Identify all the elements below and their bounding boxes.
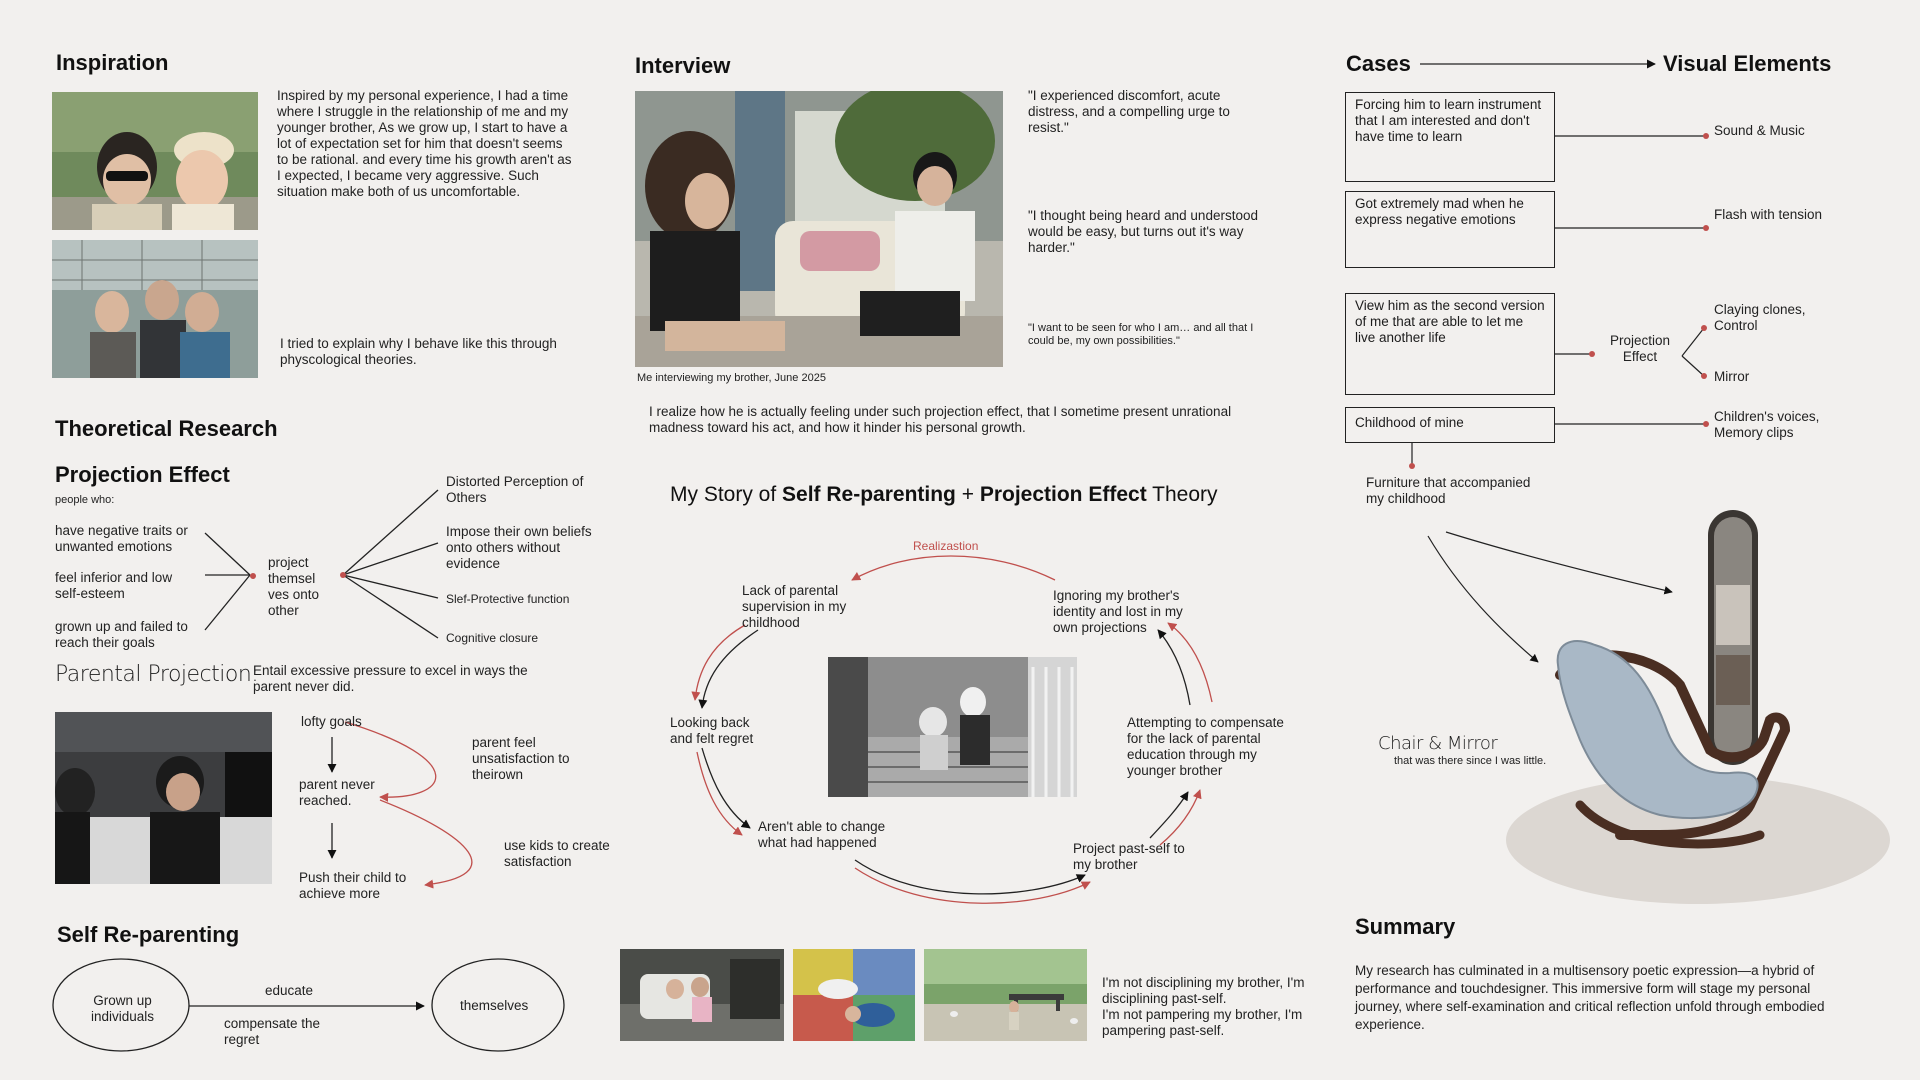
story-node-lack-supervision: Lack of parental supervision in my childhood <box>742 583 847 630</box>
story-title <box>670 483 1218 507</box>
projection-center: project themsel ves onto other <box>268 555 320 618</box>
story-title-part: + <box>955 483 980 506</box>
parental-projection-title: Parental Projection: <box>55 662 259 687</box>
memory-photo-1 <box>620 949 784 1041</box>
interview-quote-3: "I want to be seen for who I am… and all that I could be, my own possibilities." <box>1028 322 1254 347</box>
summary-text: My research has culminated in a multisensory poetic expression—a hybrid of performance and touchdesigner. This immersive form will stage my personal journey, where self-examination and critical reflection unfold through embodied experience. <box>1355 963 1825 1032</box>
educate-label: educate <box>265 983 314 998</box>
memory-photo-3 <box>924 949 1087 1041</box>
memory-photo-2 <box>793 949 915 1041</box>
projection-effect-title: Projection Effect <box>55 462 230 487</box>
interview-quote-2: "I thought being heard and understood would be easy, but turns out it's way harder." <box>1028 208 1258 255</box>
cause-failed-goals: grown up and failed to reach their goals <box>55 619 188 650</box>
flow-lofty-goals: lofty goals <box>301 714 362 729</box>
self-reparenting-title: Self Re-parenting <box>57 922 240 947</box>
sibling-photo-2 <box>52 240 258 378</box>
story-node-compensate: Attempting to compensate for the lack of parental education through my younger brother <box>1127 715 1284 778</box>
story-title-part: Self Re-parenting <box>782 483 956 506</box>
interview-quote-1: "I experienced discomfort, acute distress, and a compelling urge to resist." <box>1028 88 1230 135</box>
element-mirror: Mirror <box>1714 369 1750 384</box>
story-node-ignoring: Ignoring my brother's identity and lost in my own projections <box>1053 588 1183 635</box>
cause-negative-traits: have negative traits or unwanted emotions <box>55 523 188 554</box>
effect-impose: Impose their own beliefs onto others without evidence <box>446 524 592 571</box>
side-use-kids: use kids to create satisfaction <box>504 838 610 869</box>
story-title-part: My Story of <box>670 483 783 506</box>
case-box-childhood: Childhood of mine <box>1345 407 1555 443</box>
story-title-part: Projection Effect <box>979 483 1147 506</box>
theory-title: Theoretical Research <box>55 416 278 441</box>
case-box-mad: Got extremely mad when he express negative emotions <box>1345 191 1555 268</box>
furniture-label: Furniture that accompanied my childhood <box>1366 475 1531 506</box>
summary-title: Summary <box>1355 914 1456 939</box>
chair-mirror-title: Chair & Mirror <box>1378 733 1498 754</box>
inspiration-title: Inspiration <box>56 50 169 75</box>
element-flash: Flash with tension <box>1714 207 1823 222</box>
realization-label: Realizastion <box>913 539 979 553</box>
side-unsatisfaction: parent feel unsatisfaction to theirown <box>472 735 570 782</box>
people-who-label: people who: <box>55 494 115 506</box>
story-node-unchangeable: Aren't able to change what had happened <box>758 819 886 850</box>
chair-mirror-illustration <box>1500 505 1910 905</box>
chair-mirror-subtitle: that was there since I was little. <box>1394 755 1547 767</box>
grown-up-individuals: Grown up individuals <box>90 993 155 1024</box>
interview-reflection: I realize how he is actually feeling under such projection effect, that I sometime present unrational madness toward his act, and how it hinder his personal growth. <box>649 404 1232 435</box>
cause-inferior: feel inferior and low self-esteem <box>55 570 173 601</box>
projection-effect-mid: Projection Effect <box>1609 333 1671 364</box>
themselves-label: themselves <box>460 998 529 1013</box>
story-title-part: Theory <box>1146 483 1218 506</box>
story-node-project: Project past-self to my brother <box>1073 841 1185 872</box>
compensate-label: compensate the regret <box>224 1016 321 1047</box>
inspiration-paragraph: Inspired by my personal experience, I had a time where I struggle in the relationship of me and my younger brother, As we grow up, I start to have a lot of expectation set for him that doesn't seems to be rational. and every time his growth aren't as I expected, I became very aggressive. Such situation make both of us uncomfortable. <box>277 88 572 199</box>
cases-title: Cases <box>1346 51 1411 76</box>
story-bottom-quote: I'm not disciplining my brother, I'm disciplining past-self. I'm not pampering my brother, I'm pampering past-self. <box>1102 975 1305 1038</box>
effect-self-protective: Slef-Protective function <box>446 592 570 606</box>
visual-elements-title: Visual Elements <box>1663 51 1832 76</box>
case-box-second-version: View him as the second version of me that are able to let me live another life <box>1345 293 1555 395</box>
interview-caption: Me interviewing my brother, June 2025 <box>637 372 826 384</box>
inspiration-theory-note: I tried to explain why I behave like this through physcological theories. <box>280 336 557 367</box>
case-box-instrument: Forcing him to learn instrument that I am interested and don't have time to learn <box>1345 92 1555 182</box>
effect-cognitive-closure: Cognitive closure <box>446 631 539 645</box>
element-sound-music: Sound & Music <box>1714 123 1805 138</box>
element-claying: Claying clones, Control <box>1714 302 1806 333</box>
parental-projection-desc: Entail excessive pressure to excel in ways the parent never did. <box>253 663 528 694</box>
brother-study-photo <box>55 712 272 884</box>
interview-photo <box>635 91 1003 367</box>
flow-push-child: Push their child to achieve more <box>299 870 407 901</box>
childhood-bw-photo <box>828 657 1077 797</box>
sibling-photo-1 <box>52 92 258 230</box>
effect-distorted: Distorted Perception of Others <box>446 474 584 505</box>
flow-parent-never-reached: parent never reached. <box>299 777 375 808</box>
interview-title: Interview <box>635 53 731 78</box>
story-node-regret: Looking back and felt regret <box>670 715 754 746</box>
element-children-voices: Children's voices, Memory clips <box>1714 409 1820 440</box>
